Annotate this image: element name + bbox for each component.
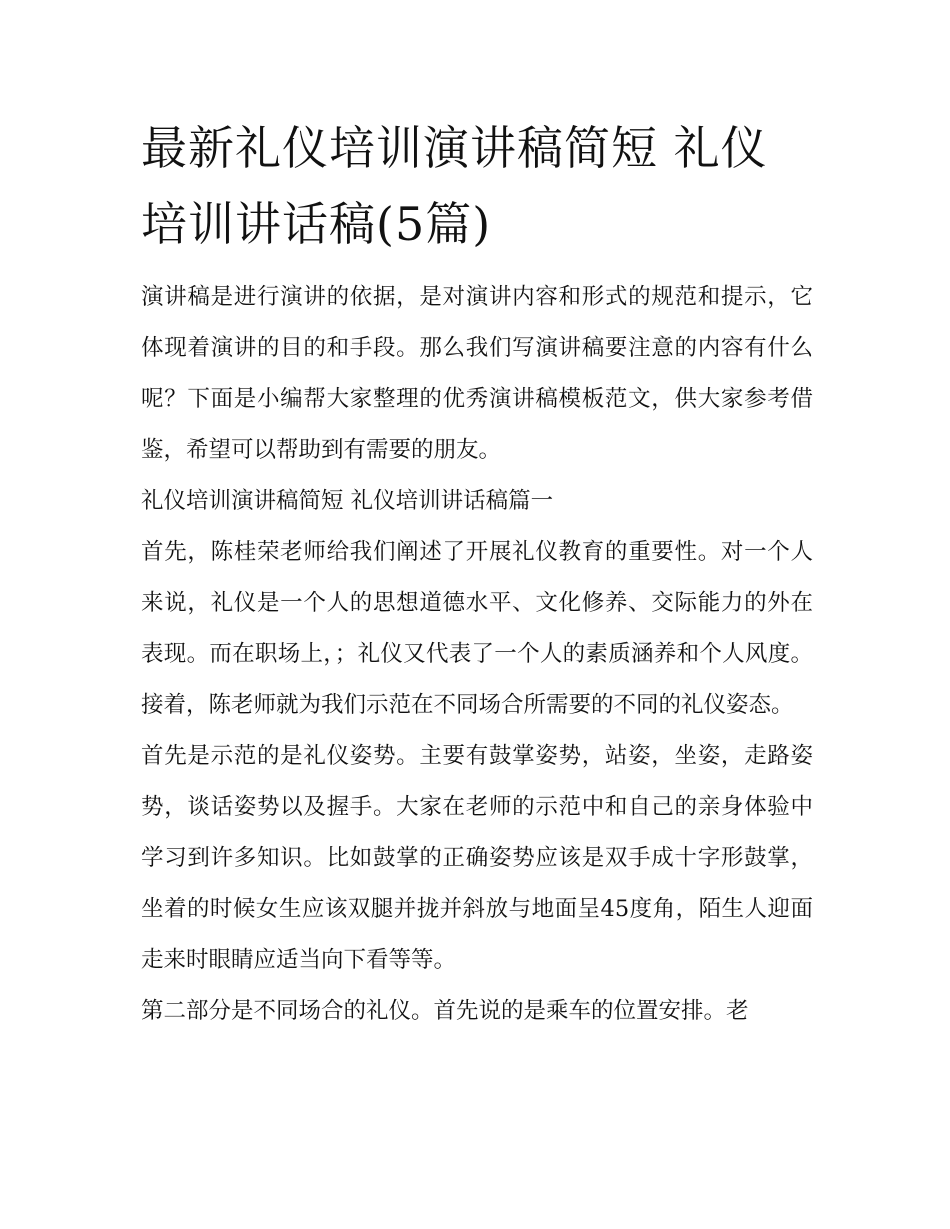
- body-paragraph: 首先是示范的是礼仪姿势。主要有鼓掌姿势，站姿，坐姿，走路姿势，谈话姿势以及握手。大家在老师的示范中和自己的亲身体验中学习到许多知识。比如鼓掌的正确姿势应该是双手成十字形鼓掌，坐着的时候女生应该双腿并拢并斜放与地面呈45度角，陌生人迎面走来时眼睛应适当向下看等等。: [141, 743, 813, 973]
- body-paragraph: 首先，陈桂荣老师给我们阐述了开展礼仪教育的重要性。对一个人来说，礼仪是一个人的思想道德水平、文化修养、交际能力的外在表现。而在职场上，；礼仪又代表了一个人的素质涵养和个人风度。接着，陈老师就为我们示范在不同场合所需要的不同的礼仪姿态。: [141, 539, 813, 718]
- intro-paragraph: 演讲稿是进行演讲的依据，是对演讲内容和形式的规范和提示，它体现着演讲的目的和手段。那么我们写演讲稿要注意的内容有什么呢？下面是小编帮大家整理的优秀演讲稿模板范文，供大家参考借鉴，希望可以帮助到有需要的朋友。: [141, 284, 813, 463]
- body-paragraph: 第二部分是不同场合的礼仪。首先说的是乘车的位置安排。老: [141, 998, 749, 1024]
- document-page: [141, 110, 813, 1037]
- section-heading: 礼仪培训演讲稿简短 礼仪培训讲话稿篇一: [141, 488, 554, 514]
- document-title: 最新礼仪培训演讲稿简短 礼仪培训讲话稿(5篇): [141, 121, 768, 251]
